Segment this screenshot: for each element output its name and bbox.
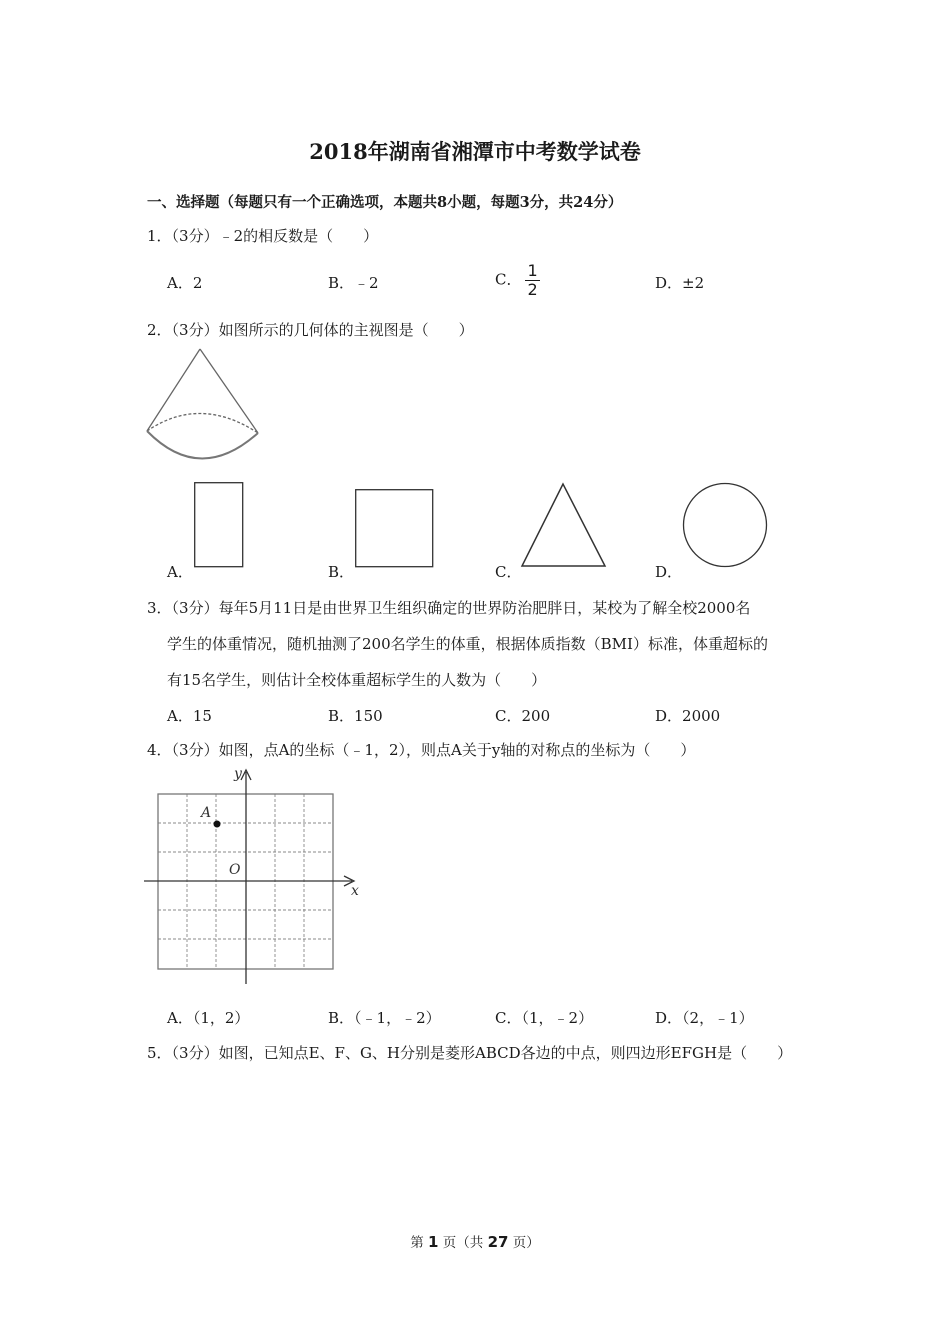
q1-option-a: A．2 xyxy=(167,274,203,292)
question-1-stem: 1．（3分）﹣2的相反数是（ ） xyxy=(147,227,379,245)
x-axis-label: x xyxy=(351,883,359,899)
q3-option-d: D．2000 xyxy=(655,707,721,725)
page-title: 2018年湖南省湘潭市中考数学试卷 xyxy=(309,139,641,164)
section-heading: 一、选择题（每题只有一个正确选项，本题共8小题，每题3分，共24分） xyxy=(147,194,623,211)
q1-option-b: B．﹣2 xyxy=(328,274,379,292)
footer-prefix: 第 xyxy=(410,1235,429,1251)
question-3-line-3: 有15名学生，则估计全校体重超标学生的人数为（ ） xyxy=(167,671,547,689)
q3-option-c: C．200 xyxy=(495,707,551,725)
question-5-stem: 5．（3分）如图，已知点E、F、G、H分别是菱形ABCD各边的中点，则四边形EFGH是（ ） xyxy=(147,1044,793,1062)
fraction-denominator: 2 xyxy=(527,280,538,299)
footer-suffix: 页） xyxy=(508,1235,540,1251)
origin-label: O xyxy=(229,862,241,878)
q3-option-b: B．150 xyxy=(328,707,383,725)
question-2-stem: 2．（3分）如图所示的几何体的主视图是（ ） xyxy=(147,321,474,339)
q4-option-c: C．（1，﹣2） xyxy=(495,1009,594,1027)
cone-figure xyxy=(140,345,270,465)
q4-option-a: A．（1，2） xyxy=(167,1009,250,1027)
footer-page-number: 1 xyxy=(428,1233,439,1251)
q1-option-c-label: C． xyxy=(495,270,522,289)
question-4-stem: 4．（3分）如图，点A的坐标（﹣1，2），则点A关于y轴的对称点的坐标为（ ） xyxy=(147,741,696,759)
question-3-line-1: 3．（3分）每年5月11日是由世界卫生组织确定的世界防治肥胖日，某校为了解全校2000名 xyxy=(147,599,751,617)
q2-option-b: B． xyxy=(328,563,355,581)
option-b-square xyxy=(355,489,435,569)
option-a-rectangle xyxy=(194,482,244,568)
q1-option-c xyxy=(495,262,540,299)
q4-option-b: B．（﹣1，﹣2） xyxy=(328,1009,441,1027)
q2-option-c: C． xyxy=(495,563,522,581)
fraction-numerator: 1 xyxy=(527,261,538,280)
coordinate-grid-figure xyxy=(140,762,370,987)
footer-middle: 页（共 xyxy=(438,1235,488,1251)
footer-total-pages: 27 xyxy=(487,1233,509,1251)
option-d-circle xyxy=(682,482,770,570)
q4-option-d: D．（2，﹣1） xyxy=(655,1009,754,1027)
option-c-triangle xyxy=(520,481,608,569)
q2-option-a: A． xyxy=(167,563,193,581)
fraction xyxy=(525,262,539,299)
q3-option-a: A．15 xyxy=(167,707,212,725)
y-axis-label: y xyxy=(234,766,242,782)
page-footer xyxy=(0,1231,950,1251)
q1-option-d: D．±2 xyxy=(655,274,705,292)
point-a-label: A xyxy=(201,805,212,821)
q2-option-d: D． xyxy=(655,563,683,581)
question-3-line-2: 学生的体重情况，随机抽测了200名学生的体重，根据体质指数（BMI）标准，体重超标的 xyxy=(167,635,768,653)
